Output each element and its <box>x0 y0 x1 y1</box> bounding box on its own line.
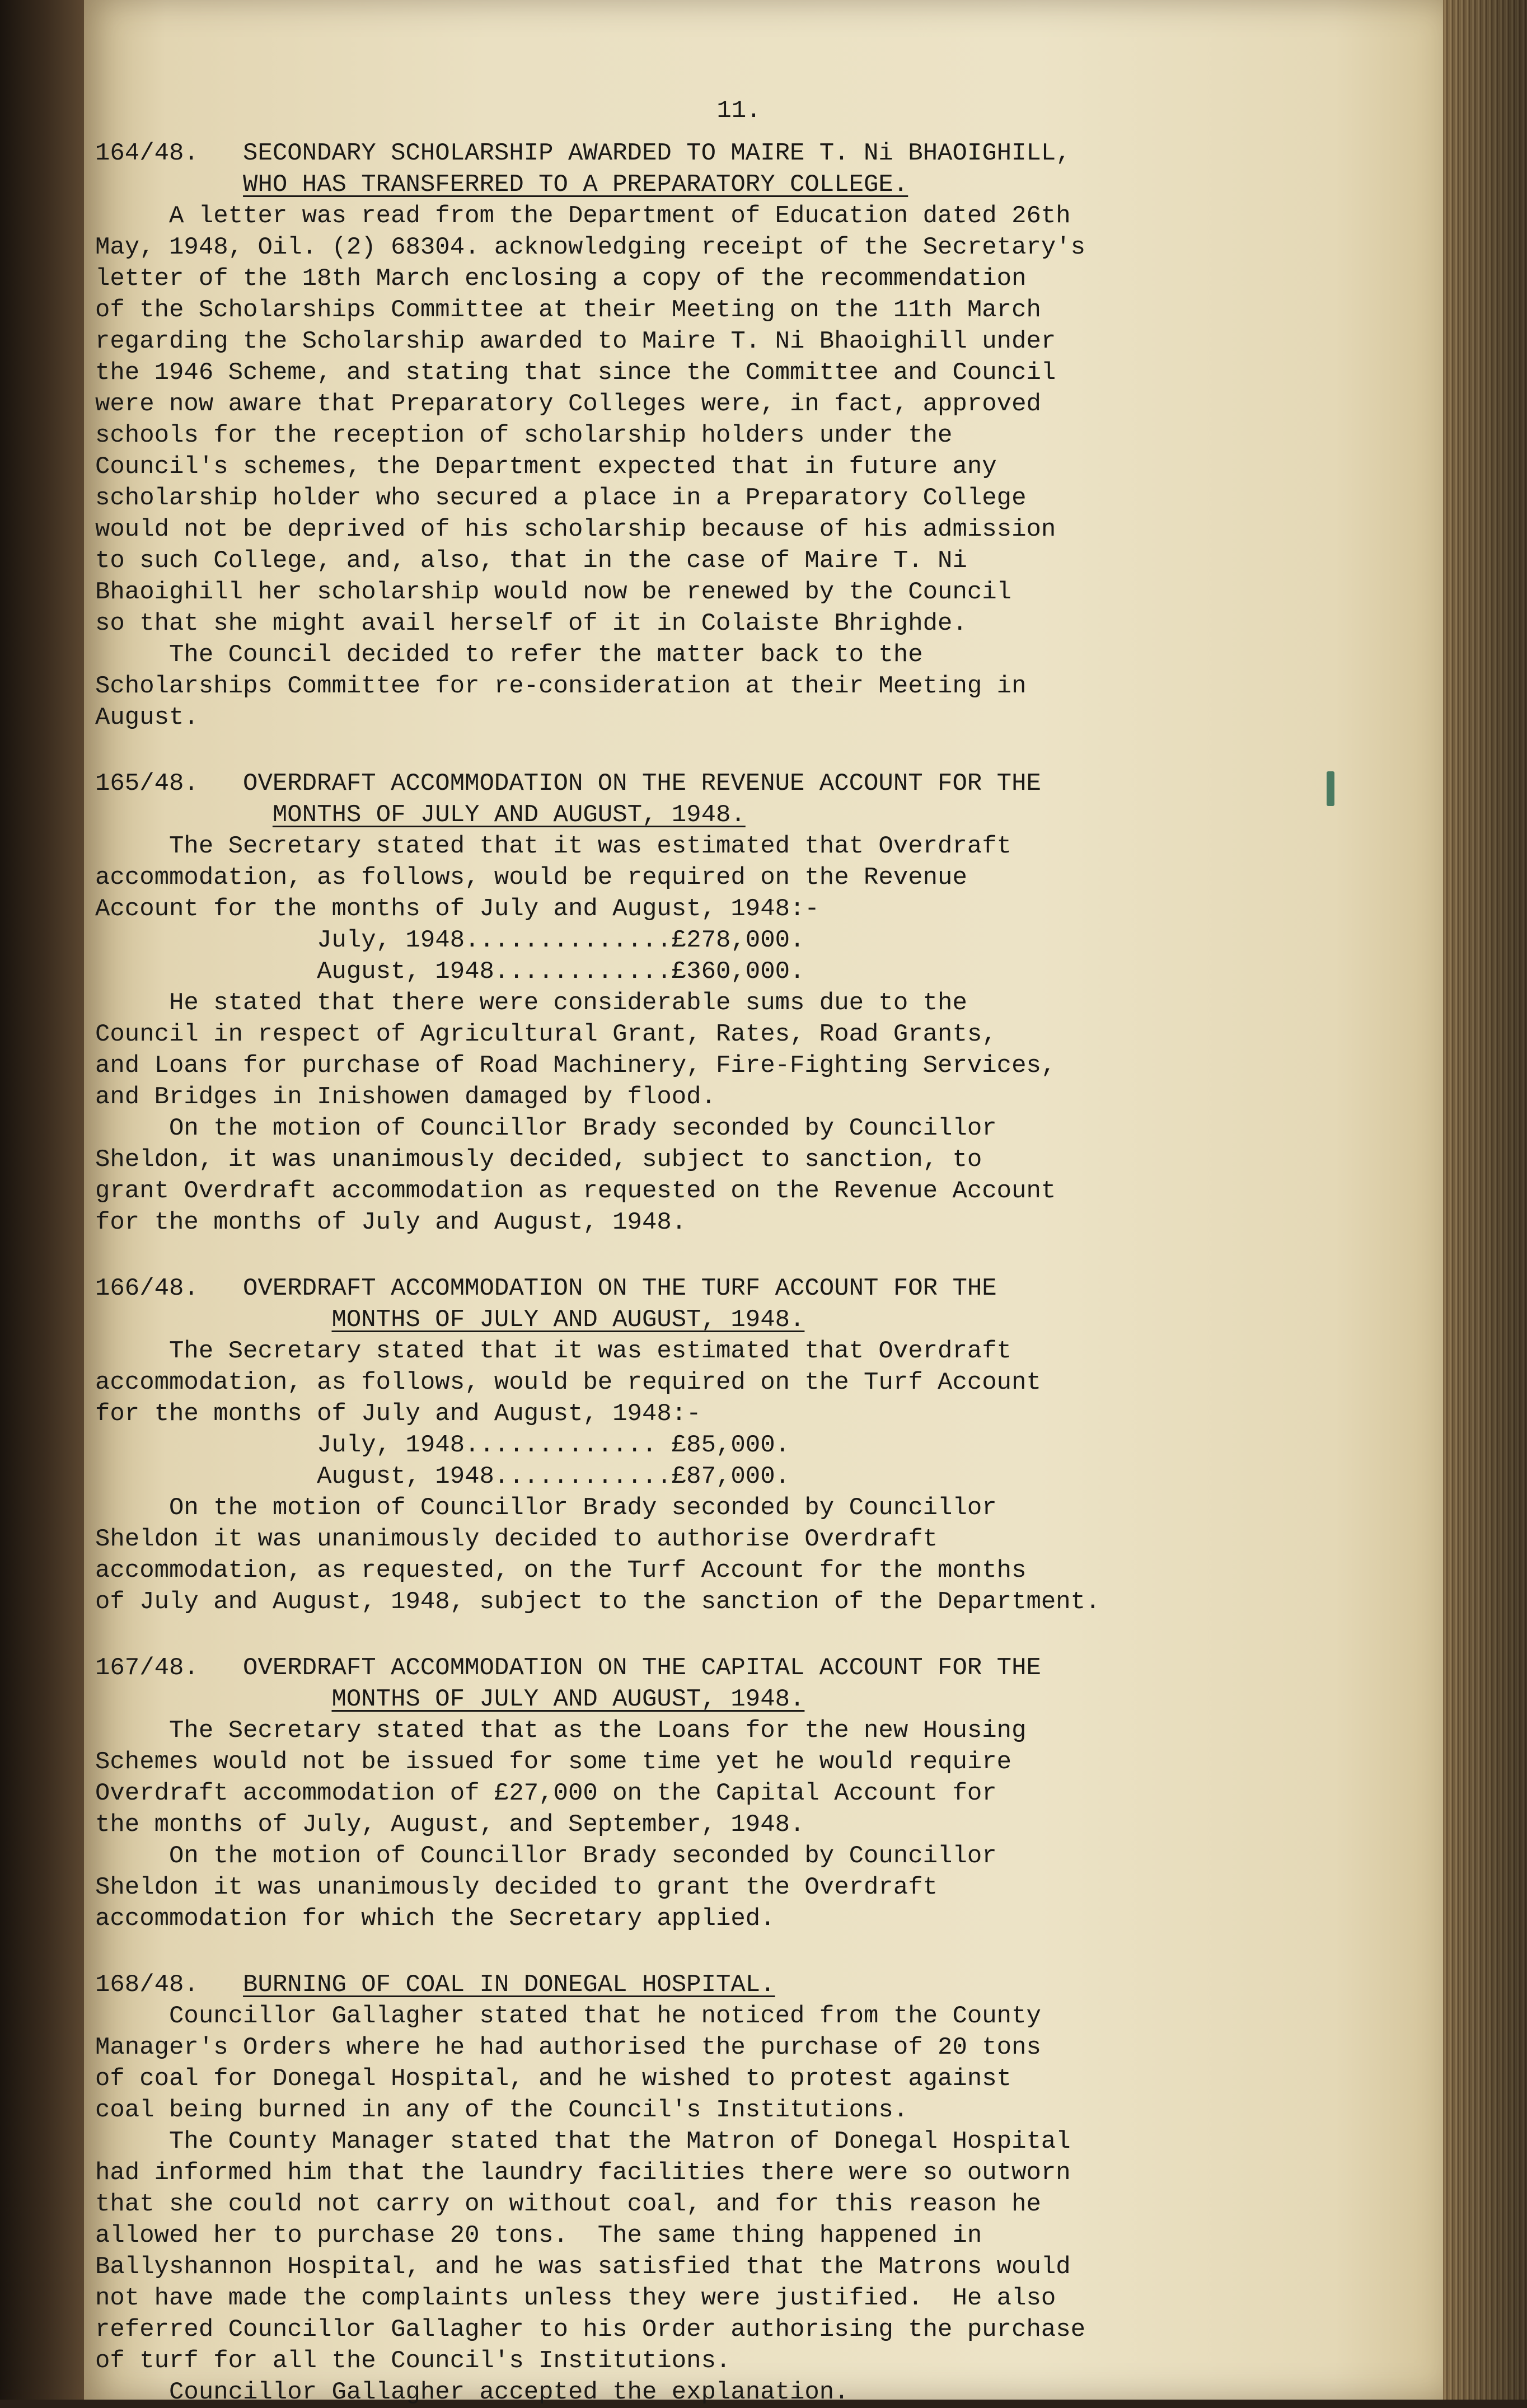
minute-text-line: Account for the months of July and August, 1948:- <box>95 895 819 923</box>
minute-entry <box>95 1969 1315 2408</box>
minute-text-line: WHO HAS TRANSFERRED TO A PREPARATORY COLLEGE. <box>243 171 908 199</box>
minute-entry <box>95 1652 1315 1934</box>
minute-text-line: The Secretary stated that it was estimated that Overdraft <box>95 1337 1012 1365</box>
minute-entry <box>95 138 1315 733</box>
minute-text-line: referred Councillor Gallagher to his Order authorising the purchase <box>95 2316 1086 2344</box>
minute-text-line: Sheldon it was unanimously decided to authorise Overdraft <box>95 1525 938 1553</box>
minute-text-line: allowed her to purchase 20 tons. The same thing happened in <box>95 2222 982 2250</box>
minute-text-line: of July and August, 1948, subject to the sanction of the Department. <box>95 1588 1100 1616</box>
minute-text-line: accommodation for which the Secretary applied. <box>95 1905 775 1933</box>
minute-text-line: coal being burned in any of the Council's Institutions. <box>95 2096 908 2124</box>
minute-text-line: Bhaoighill her scholarship would now be renewed by the Council <box>95 578 1012 606</box>
minute-text-line: to such College, and, also, that in the case of Maire T. Ni <box>95 547 967 575</box>
minute-text-line: May, 1948, Oil. (2) 68304. acknowledging receipt of the Secretary's <box>95 233 1086 261</box>
minute-text-line: and Loans for purchase of Road Machinery, Fire-Fighting Services, <box>95 1052 1056 1080</box>
minute-text-line: schools for the reception of scholarship holders under the <box>95 421 953 449</box>
minute-text-line: grant Overdraft accommodation as requested on the Revenue Account <box>95 1177 1056 1205</box>
minute-text-line: A letter was read from the Department of Education dated 26th <box>95 202 1071 230</box>
minute-text-line: of turf for all the Council's Institutions. <box>95 2347 731 2375</box>
margin-tab-mark <box>1327 771 1334 806</box>
minute-text-line: Council's schemes, the Department expected that in future any <box>95 453 997 481</box>
minute-text-line: the 1946 Scheme, and stating that since the Committee and Council <box>95 359 1056 387</box>
minute-text-line: of coal for Donegal Hospital, and he wished to protest against <box>95 2065 1012 2093</box>
minute-text-line: Councillor Gallagher stated that he noticed from the County <box>95 2002 1041 2030</box>
minute-text-line: letter of the 18th March enclosing a copy of the recommendation <box>95 265 1027 293</box>
minute-heading: 165/48. OVERDRAFT ACCOMMODATION ON THE REVENUE ACCOUNT FOR THE <box>95 770 1041 798</box>
minute-text-line: accommodation, as follows, would be required on the Revenue <box>95 864 967 892</box>
minute-text-line: MONTHS OF JULY AND AUGUST, 1948. <box>272 801 746 829</box>
minute-text-line: and Bridges in Inishowen damaged by flood. <box>95 1083 716 1111</box>
minute-text-line: accommodation, as requested, on the Turf Account for the months <box>95 1557 1027 1585</box>
minute-text-line: so that she might avail herself of it in Colaiste Bhrighde. <box>95 610 967 638</box>
minute-text-line: August, 1948............£87,000. <box>95 1463 790 1491</box>
scan-binding-shadow <box>0 0 84 2400</box>
minute-text-line: accommodation, as follows, would be required on the Turf Account <box>95 1369 1041 1397</box>
minute-text-line: would not be deprived of his scholarship because of his admission <box>95 516 1056 544</box>
spacer <box>95 1238 1315 1273</box>
spacer <box>95 1618 1315 1652</box>
minute-text-line: August. <box>95 704 199 732</box>
minutes-list <box>95 138 1315 2408</box>
minute-heading: 168/48. BURNING OF COAL IN DONEGAL HOSPITAL. <box>95 1971 775 1999</box>
minute-text-line: On the motion of Councillor Brady seconded by Councillor <box>95 1494 997 1522</box>
minute-text-line: August, 1948............£360,000. <box>95 958 805 986</box>
minute-text-line: Sheldon it was unanimously decided to grant the Overdraft <box>95 1873 938 1901</box>
minute-text-line: Schemes would not be issued for some time yet he would require <box>95 1748 1012 1776</box>
minute-text-line: Ballyshannon Hospital, and he was satisfied that the Matrons would <box>95 2253 1071 2281</box>
minute-text-line: were now aware that Preparatory Colleges were, in fact, approved <box>95 390 1041 418</box>
minute-text-line: MONTHS OF JULY AND AUGUST, 1948. <box>331 1306 805 1334</box>
minute-heading: 167/48. OVERDRAFT ACCOMMODATION ON THE CAPITAL ACCOUNT FOR THE <box>95 1654 1041 1682</box>
minute-text-line: Council in respect of Agricultural Grant, Rates, Road Grants, <box>95 1020 997 1048</box>
minute-text-line: the months of July, August, and September, 1948. <box>95 1811 805 1839</box>
minute-text-line: The County Manager stated that the Matron of Donegal Hospital <box>95 2128 1071 2156</box>
page-stack-edges <box>1443 0 1527 2400</box>
page-number: 11. <box>716 97 761 125</box>
spacer <box>95 1934 1315 1969</box>
minute-text-line: The Council decided to refer the matter back to the <box>95 641 923 669</box>
minute-text-line: had informed him that the laundry facilities there were so outworn <box>95 2159 1071 2187</box>
minute-text-line: Scholarships Committee for re-consideration at their Meeting in <box>95 672 1027 700</box>
minute-text-line: MONTHS OF JULY AND AUGUST, 1948. <box>331 1685 805 1713</box>
minute-entry <box>95 1273 1315 1618</box>
minute-text-line: for the months of July and August, 1948:- <box>95 1400 701 1428</box>
minute-text-line: The Secretary stated that it was estimated that Overdraft <box>95 832 1012 860</box>
minute-text-line: Manager's Orders where he had authorised the purchase of 20 tons <box>95 2034 1041 2062</box>
minute-text-line: regarding the Scholarship awarded to Maire T. Ni Bhaoighill under <box>95 327 1056 355</box>
minute-text-line: July, 1948............. £85,000. <box>95 1431 790 1459</box>
minute-entry <box>95 768 1315 1238</box>
minutes-content <box>95 95 1315 2408</box>
minute-heading: 164/48. SECONDARY SCHOLARSHIP AWARDED TO MAIRE T. Ni BHAOIGHILL, <box>95 139 1071 167</box>
minute-text-line: scholarship holder who secured a place in a Preparatory College <box>95 484 1027 512</box>
minute-text-line: Overdraft accommodation of £27,000 on the Capital Account for <box>95 1779 997 1807</box>
minute-text-line: July, 1948..............£278,000. <box>95 926 805 954</box>
minute-text-line: Councillor Gallagher accepted the explanation. <box>95 2378 849 2406</box>
minute-text-line: Sheldon, it was unanimously decided, subject to sanction, to <box>95 1146 982 1174</box>
minute-heading: 166/48. OVERDRAFT ACCOMMODATION ON THE TURF ACCOUNT FOR THE <box>95 1275 997 1303</box>
minute-text-line: The Secretary stated that as the Loans for the new Housing <box>95 1717 1027 1745</box>
minute-text-line: that she could not carry on without coal, and for this reason he <box>95 2190 1041 2218</box>
spacer <box>95 733 1315 768</box>
minute-text-line: not have made the complaints unless they were justified. He also <box>95 2284 1056 2312</box>
minute-text-line: for the months of July and August, 1948. <box>95 1208 687 1236</box>
minute-text-line: of the Scholarships Committee at their Meeting on the 11th March <box>95 296 1041 324</box>
minute-text-line: On the motion of Councillor Brady seconded by Councillor <box>95 1842 997 1870</box>
minute-text-line: On the motion of Councillor Brady seconded by Councillor <box>95 1114 997 1142</box>
minute-text-line: He stated that there were considerable sums due to the <box>95 989 967 1017</box>
